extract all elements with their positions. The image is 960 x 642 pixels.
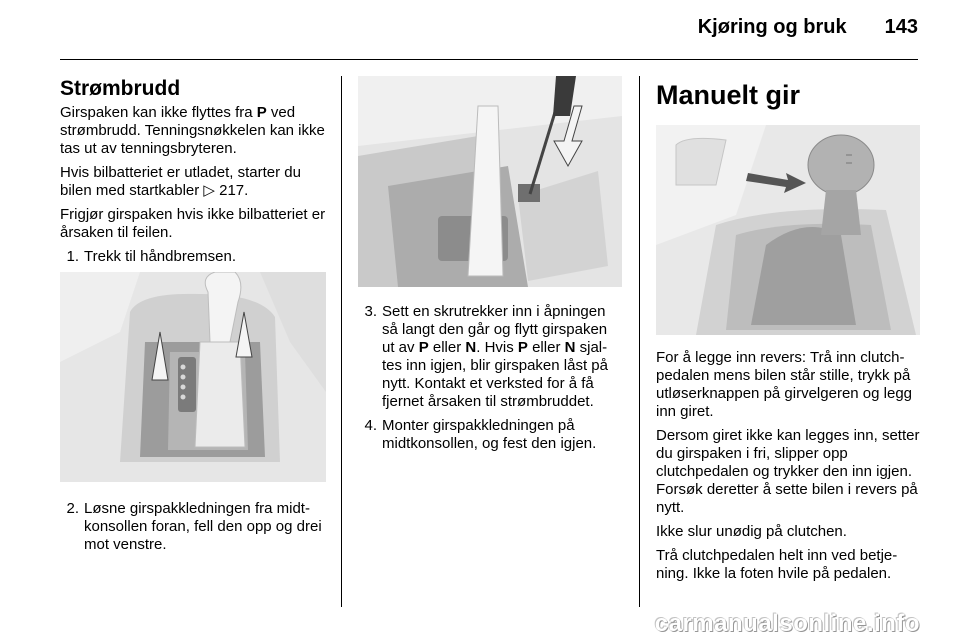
paragraph-release-lever: Frigjør girspaken hvis ikke bilbatteriet er årsaken til feilen. [60, 206, 326, 241]
step-1: 1. Trekk til håndbremsen. [66, 248, 237, 265]
paragraph-lever-locked: Girspaken kan ikke flyttes fra P ved strømbrudd. Tenningsnøkkelen kan ikke tas ut av tenningsbryteren. [60, 104, 325, 157]
header-divider [60, 59, 918, 60]
illustration-manual-gear-lever [656, 125, 920, 335]
header-section-title: Kjøring og bruk [697, 16, 847, 38]
step-2: 2. Løsne girspakkledningen fra midtkonsollen foran, fell den opp og drei mot venstre. [66, 500, 322, 553]
section-heading-manual-gearbox: Manuelt gir [656, 80, 801, 110]
watermark-text: carmanualsonline.info [654, 610, 920, 637]
column-3 [656, 76, 920, 589]
step-4: 4. Monter girspakkledningen på midtkonsollen, og fest den igjen. [364, 417, 597, 452]
step-3: 3. Sett en skrutrekker inn i åpningen så langt den går og flytt girspaken ut av P eller N. Hvis P eller N sjaltes inn igjen, blir girspaken låst på nytt. Kontakt et verksted for å få fjernet årsaken til strømbruddet. [364, 303, 608, 410]
paragraph-gear-not-engaging: Dersom giret ikke kan legges inn, setter du girspaken i fri, slipper opp clutchpedalen og trykker den inn igjen. Forsøk deretter å sette bilen i revers på nytt. [656, 427, 920, 516]
page-reference[interactable]: 217 [219, 182, 245, 199]
column-1 [60, 76, 326, 560]
paragraph-reverse-gear: For å legge inn revers: Trå inn clutchpedalen mens bilen står stille, trykk på utløserknappen på girvelgeren og legg inn giret. [656, 349, 913, 420]
page-number: 143 [884, 16, 918, 38]
section-heading-power-failure: Strømbrudd [60, 77, 181, 100]
paragraph-clutch-pedal: Trå clutchpedalen helt inn ved betjening. Ikke la foten hvile på pedalen. [656, 547, 898, 582]
illustration-screwdriver-release [358, 76, 622, 287]
column-divider-2 [639, 76, 640, 607]
column-2 [358, 76, 622, 459]
page-header [698, 16, 918, 46]
paragraph-clutch-slip: Ikke slur unødig på clutchen. [656, 523, 847, 540]
page-reference-icon: ▷ [203, 182, 215, 199]
paragraph-jump-start: Hvis bilbatteriet er utladet, starter du bilen med startkabler ▷ 217. [60, 164, 301, 199]
column-divider-1 [341, 76, 342, 607]
illustration-automatic-gear-lever [60, 272, 326, 482]
